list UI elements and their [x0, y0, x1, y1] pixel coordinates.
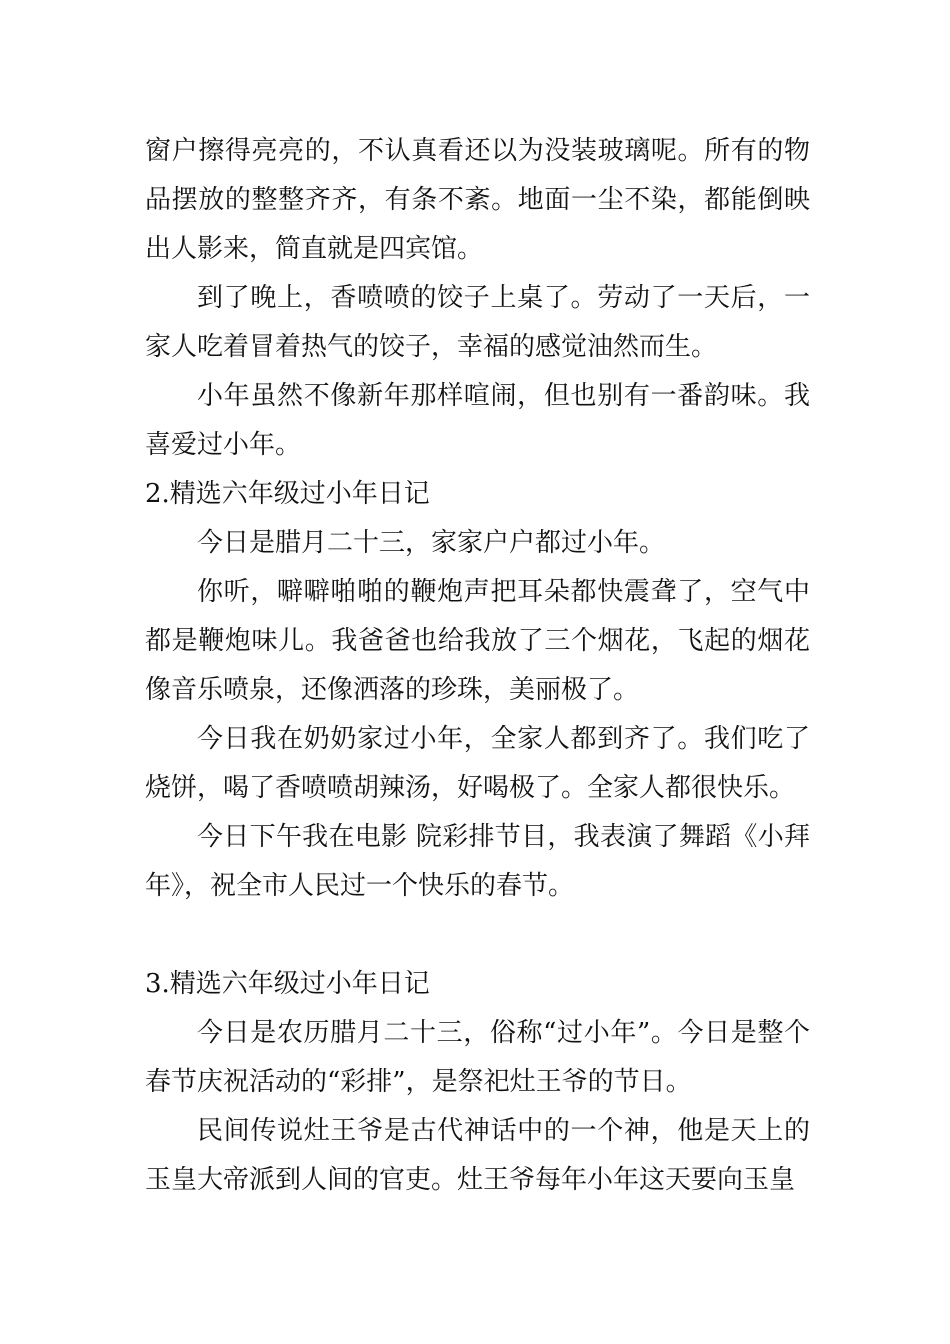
- document-body: [145, 127, 810, 1205]
- section-heading-2: 2.精选六年级过小年日记: [145, 479, 430, 509]
- paragraph-lunar-23: 今日是腊月二十三，家家户户都过小年。: [197, 528, 666, 558]
- paragraph-grandma-house: 今日我在奶奶家过小年，全家人都到齐了。我们吃了烧饼，喝了香喷喷胡辣汤，好喝极了。全家人都很快乐。: [145, 724, 810, 803]
- section-heading-3: 3.精选六年级过小年日记: [145, 969, 430, 999]
- blank-line: [145, 911, 810, 960]
- paragraph-firecrackers: 你听，噼噼啪啪的鞭炮声把耳朵都快震聋了，空气中都是鞭炮味儿。我爸爸也给我放了三个烟花，飞起的烟花像音乐喷泉，还像洒落的珍珠，美丽极了。: [145, 577, 810, 705]
- paragraph-kitchen-god-festival: 今日是农历腊月二十三，俗称“过小年”。今日是整个春节庆祝活动的“彩排”，是祭祀灶王爷的节日。: [145, 1018, 810, 1097]
- paragraph-rehearsal: 今日下午我在电影 院彩排节目，我表演了舞蹈《小拜年》，祝全市人民过一个快乐的春节。: [145, 822, 810, 901]
- paragraph-kitchen-god-legend: 民间传说灶王爷是古代神话中的一个神，他是天上的玉皇大帝派到人间的官吏。灶王爷每年小年这天要向玉皇: [145, 1116, 810, 1195]
- paragraph-cleaning: 窗户擦得亮亮的，不认真看还以为没装玻璃呢。所有的物品摆放的整整齐齐，有条不紊。地面一尘不染，都能倒映出人影来，简直就是四宾馆。: [145, 136, 810, 264]
- paragraph-dumplings: 到了晚上，香喷喷的饺子上桌了。劳动了一天后，一家人吃着冒着热气的饺子，幸福的感觉油然而生。: [145, 283, 810, 362]
- paragraph-love-xiaonian: 小年虽然不像新年那样喧闹，但也别有一番韵味。我喜爱过小年。: [145, 381, 810, 460]
